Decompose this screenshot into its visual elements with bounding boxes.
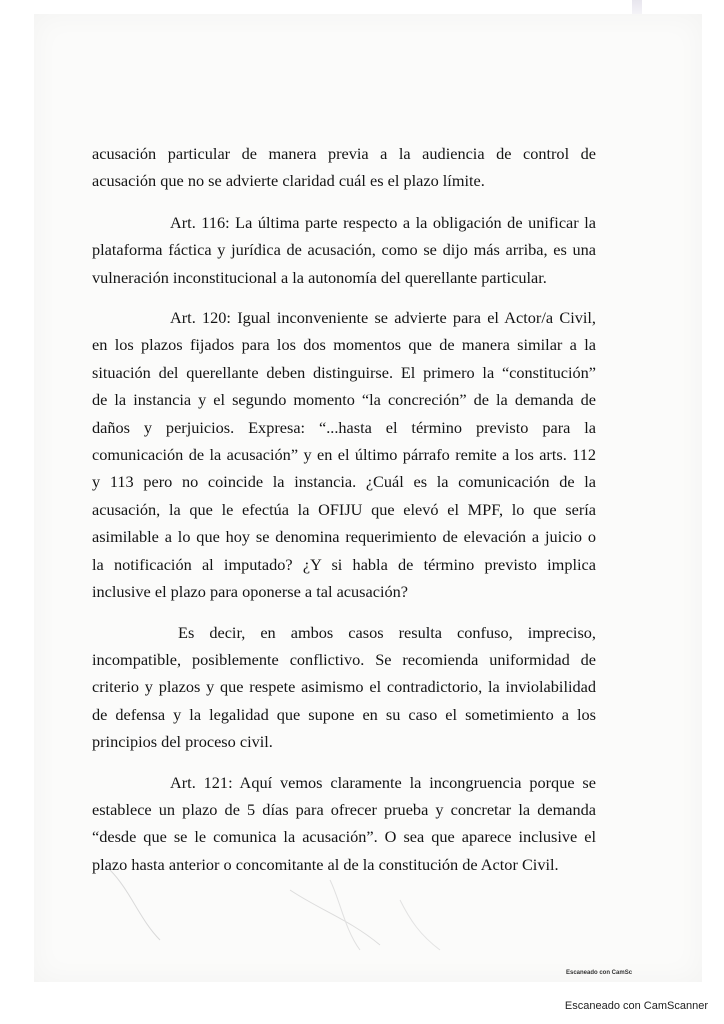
- text-line: vulneración inconstitucional a la autonomía del querellante particular.: [92, 267, 547, 287]
- text-line: la notificación al imputado? ¿Y si habla de término previsto implica: [92, 554, 596, 574]
- text-line: acusación particular de manera previa a la audiencia de control de: [92, 144, 596, 163]
- document-body: [92, 140, 596, 878]
- paragraph-art-121: [92, 769, 596, 879]
- text-line: acusación, la que le efectúa la OFIJU que elevó el MPF, lo que sería: [92, 499, 596, 519]
- scan-edge-mark: [632, 0, 642, 14]
- text-line: incompatible, posiblemente conflictivo. Se recomienda uniformidad de: [92, 649, 596, 669]
- text-line: asimilable a lo que hoy se denomina requerimiento de elevación a juicio o: [92, 527, 596, 547]
- text-line: principios del proceso civil.: [92, 732, 273, 752]
- text-line: Art. 120: Igual inconveniente se advierte para el Actor/a Civil,: [170, 308, 596, 328]
- text-line: plataforma fáctica y jurídica de acusación, como se dijo más arriba, es una: [92, 240, 596, 260]
- text-line: comunicación de la acusación” y en el último párrafo remite a los arts. 112: [92, 445, 596, 465]
- text-line: Es decir, en ambos casos resulta confuso, impreciso,: [178, 622, 596, 642]
- text-line: inclusive el plazo para oponerse a tal acusación?: [92, 582, 408, 602]
- camscanner-stamp: Escaneado con CamSc: [566, 970, 633, 976]
- text-line: “desde que se le comunica la acusación”. O sea que aparece inclusive el: [92, 827, 596, 847]
- text-line: de defensa y la legalidad que supone en su caso el sometimiento a los: [92, 704, 596, 724]
- text-line: daños y perjuicios. Expresa: “...hasta el término previsto para la: [92, 417, 596, 437]
- text-line: situación del querellante deben distinguirse. El primero la “constitución”: [92, 362, 596, 382]
- paragraph-es-decir: [92, 619, 596, 756]
- text-line: plazo hasta anterior o concomitante al de la constitución de Actor Civil.: [92, 854, 559, 874]
- camscanner-footer: Escaneado con CamScanner: [564, 1000, 708, 1012]
- paragraph-art-116: [92, 209, 596, 291]
- text-line: de la instancia y el segundo momento “la concreción” de la demanda de: [92, 390, 596, 410]
- text-line: Art. 121: Aquí vemos claramente la incongruencia porque se: [170, 772, 596, 792]
- text-line: establece un plazo de 5 días para ofrecer prueba y concretar la demanda: [92, 799, 596, 819]
- text-line: Art. 116: La última parte respecto a la obligación de unificar la: [170, 212, 596, 232]
- text-line: criterio y plazos y que respete asimismo el contradictorio, la inviolabilidad: [92, 677, 596, 697]
- text-line: acusación que no se advierte claridad cuál es el plazo límite.: [92, 171, 485, 191]
- text-line: en los plazos fijados para los dos momentos que de manera similar a la: [92, 335, 596, 355]
- paragraph-acusacion: [92, 140, 596, 195]
- text-line: y 113 pero no coincide la instancia. ¿Cuál es la comunicación de la: [92, 472, 596, 492]
- paragraph-art-120: [92, 304, 596, 605]
